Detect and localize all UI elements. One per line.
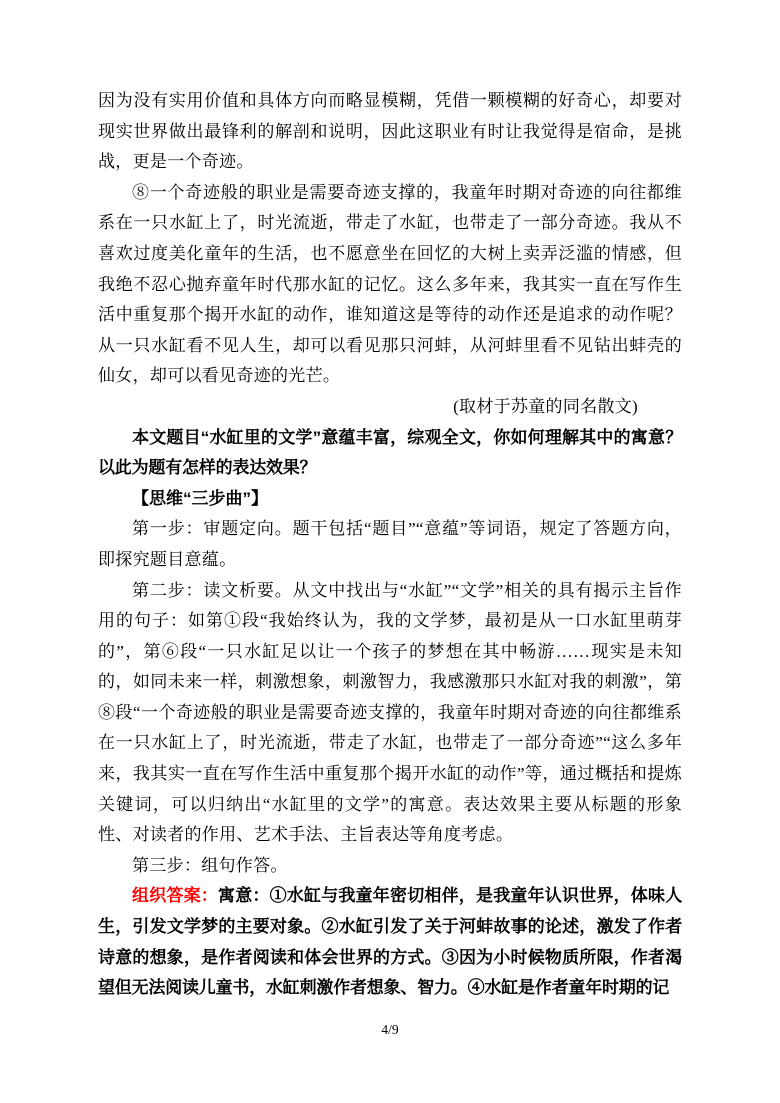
page-number: 4/9	[381, 1022, 399, 1037]
paragraph-continuation: 因为没有实用价值和具体方向而略显模糊，凭借一颗模糊的好奇心，却要对现实世界做出最锋利的解剖和说明，因此这职业有时让我觉得是宿命，是挑战，更是一个奇迹。	[98, 91, 682, 172]
thinking-steps-header: 【思维“三步曲”】	[132, 488, 268, 508]
answer-text: 寓意：①水缸与我童年密切相伴，是我童年认识世界，体味人生，引发文学梦的主要对象。②水缸引发了关于河蚌故事的论述，激发了作者诗意的想象，是作者阅读和体会世界的方式。③因为小时候物质所限，作者渴望但无法阅读儿童书，水缸刺激作者想象、智力。④水缸是作者童年时期的记	[98, 886, 682, 998]
answer-paragraph	[98, 881, 682, 1003]
question-paragraph: 本文题目“水缸里的文学”意蕴丰富，综观全文，你如何理解其中的寓意？以此为题有怎样的表达效果？	[98, 427, 682, 478]
paragraph-8: ⑧一个奇迹般的职业是需要奇迹支撑的，我童年时期对奇迹的向往都维系在一只水缸上了，时光流逝，带走了水缸，也带走了一部分奇迹。我从不喜欢过度美化童年的生活，也不愿意坐在回忆的大树上卖弄泛滥的情感，但我绝不忍心抛弃童年时代那水缸的记忆。这么多年来，我其实一直在写作生活中重复那个揭开水缸的动作，谁知道这是等待的动作还是追求的动作呢？从一只水缸看不见人生，却可以看见那只河蚌，从河蚌里看不见钻出蚌壳的仙女，却可以看见奇迹的光芒。	[98, 182, 682, 386]
step-1-paragraph: 第一步：审题定向。题干包括“题目”“意蕴”等词语，规定了答题方向，即探究题目意蕴。	[98, 519, 682, 569]
step-2-paragraph: 第二步：读文析要。从文中找出与“水缸”“文学”相关的具有揭示主旨作用的句子：如第①段“我始终认为，我的文学梦，最初是从一口水缸里萌芽的”，第⑥段“一只水缸足以让一个孩子的梦想在其中畅游……现实是未知的，如同未来一样，刺激想象，刺激智力，我感激那只水缸对我的刺激”，第⑧段“一个奇迹般的职业是需要奇迹支撑的，我童年时期对奇迹的向往都维系在一只水缸上了，时光流逝，带走了水缸，也带走了一部分奇迹”“这么多年来，我其实一直在写作生活中重复那个揭开水缸的动作”等，通过概括和提炼关键词，可以归纳出“水缸里的文学”的寓意。表达效果主要从标题的形象性、对读者的作用、艺术手法、主旨表达等角度考虑。	[98, 580, 682, 845]
answer-label: 组织答案：	[132, 886, 218, 906]
step-3-paragraph: 第三步：组句作答。	[132, 855, 288, 875]
attribution-line: (取材于苏童的同名散文)	[453, 396, 638, 416]
document-content	[98, 86, 682, 1004]
